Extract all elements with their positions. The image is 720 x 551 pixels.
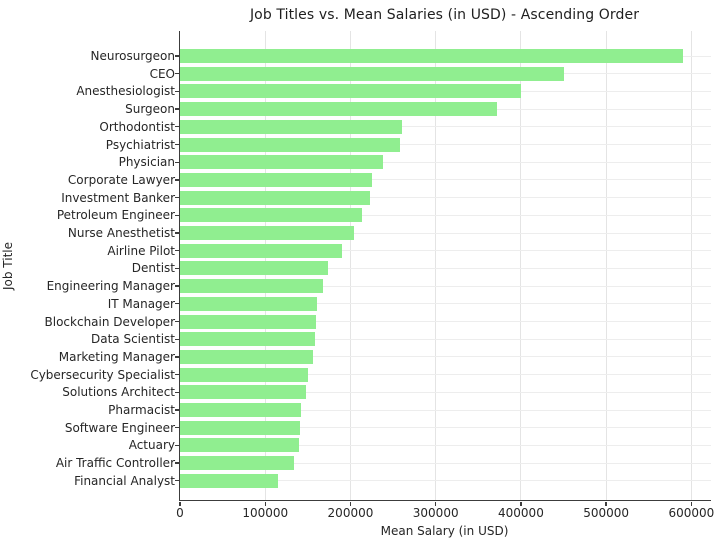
bar-data-scientist <box>180 332 315 346</box>
bar-dentist <box>180 261 328 275</box>
y-tick-label: Physician <box>118 155 175 170</box>
y-tick-label: Surgeon <box>125 102 175 117</box>
y-tick-label: Air Traffic Controller <box>55 456 175 471</box>
x-tick-label: 600000 <box>668 506 715 520</box>
bar-software-engineer <box>180 421 300 435</box>
bar-actuary <box>180 438 299 452</box>
x-tick-mark <box>520 502 521 506</box>
x-tick-label: 500000 <box>583 506 630 520</box>
y-tick-label: Dentist <box>131 261 175 276</box>
v-gridline <box>606 31 607 500</box>
x-tick-mark <box>605 502 606 506</box>
bar-ceo <box>180 67 564 81</box>
x-tick-label: 400000 <box>498 506 544 520</box>
y-tick-label: Pharmacist <box>108 403 175 417</box>
y-axis-label: Job Title <box>1 241 15 291</box>
y-tick-label: Data Scientist <box>91 332 175 347</box>
y-tick-label: Cybersecurity Specialist <box>30 367 175 382</box>
bar-surgeon <box>180 102 497 116</box>
chart-title: Job Titles vs. Mean Salaries (in USD) - Ascending Order <box>249 7 640 23</box>
x-axis-label: Mean Salary (in USD) <box>380 524 509 538</box>
bar-pharmacist <box>180 403 301 417</box>
y-tick-label: Investment Banker <box>61 190 175 205</box>
y-tick-label: Nurse Anesthetist <box>67 226 175 240</box>
x-tick-mark <box>265 502 266 506</box>
x-tick-mark <box>350 502 351 506</box>
y-tick-label: Petroleum Engineer <box>56 208 175 223</box>
bar-nurse-anesthetist <box>180 226 354 240</box>
y-tick-label: Solutions Architect <box>62 385 175 400</box>
bar-airline-pilot <box>180 244 342 258</box>
y-tick-label: Neurosurgeon <box>90 49 175 63</box>
y-tick-label: Financial Analyst <box>74 473 175 488</box>
x-tick-label: 300000 <box>412 506 459 520</box>
bar-marketing-manager <box>180 350 313 364</box>
y-tick-label: Orthodontist <box>99 119 175 134</box>
x-tick-mark <box>435 502 436 506</box>
y-tick-label: Airline Pilot <box>107 243 175 258</box>
y-tick-label: CEO <box>149 66 175 81</box>
v-gridline <box>691 31 692 500</box>
x-tick-label: 200000 <box>327 506 374 520</box>
bar-cybersecurity-specialist <box>180 368 308 382</box>
y-tick-label: Blockchain Developer <box>44 314 175 329</box>
bar-blockchain-developer <box>180 315 316 329</box>
y-tick-label: Actuary <box>128 438 175 453</box>
y-tick-label: Engineering Manager <box>46 279 175 294</box>
bar-air-traffic-controller <box>180 456 294 470</box>
plot-area <box>30 31 715 520</box>
bar-engineering-manager <box>180 279 323 293</box>
y-tick-label: Marketing Manager <box>58 349 175 364</box>
x-tick-mark <box>179 502 180 506</box>
bar-orthodontist <box>180 120 402 134</box>
y-tick-label: Psychiatrist <box>105 137 175 152</box>
bar-anesthesiologist <box>180 84 521 98</box>
bar-solutions-architect <box>180 385 306 399</box>
bar-financial-analyst <box>180 474 278 488</box>
bar-petroleum-engineer <box>180 208 362 222</box>
y-tick-label: Software Engineer <box>64 420 175 435</box>
x-tick-label: 100000 <box>242 506 289 520</box>
bar-it-manager <box>180 297 317 311</box>
bar-investment-banker <box>180 191 370 205</box>
v-gridline <box>520 31 521 500</box>
y-tick-label: Anesthesiologist <box>76 84 175 99</box>
bar-corporate-lawyer <box>180 173 372 187</box>
y-tick-label: Corporate Lawyer <box>67 172 175 187</box>
y-tick-label: IT Manager <box>107 296 175 311</box>
x-tick-label: 0 <box>176 506 184 520</box>
bar-psychiatrist <box>180 138 400 152</box>
x-tick-mark <box>691 502 692 506</box>
bar-neurosurgeon <box>180 49 683 63</box>
bar-physician <box>180 155 383 169</box>
